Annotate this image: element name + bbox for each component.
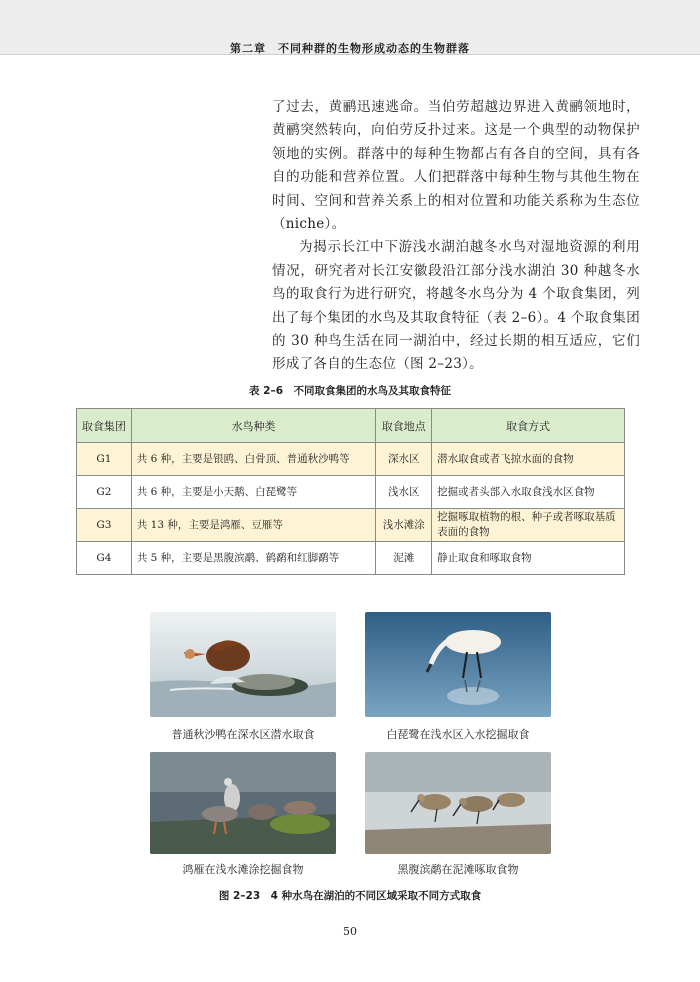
- photo-merganser: [150, 612, 336, 717]
- cell-species: 共 5 种，主要是黑腹滨鹬、鹤鹬和红脚鹬等: [131, 542, 376, 575]
- cell-method: 挖掘或者头部入水取食浅水区食物: [432, 476, 625, 509]
- feeding-guild-table: [76, 408, 625, 575]
- header-guild: 取食集团: [77, 409, 132, 443]
- paragraph-2: 为揭示长江中下游浅水湖泊越冬水鸟对湿地资源的利用情况，研究者对长江安徽段沿江部分浅水湖泊 30 种越冬水鸟的取食行为进行研究，将越冬水鸟分为 4 个取食集团，列出了每个集团的水鸟及其取食特征（表 2–6）。4 个取食集团的 30 种鸟生活在同一湖泊中，经过长期的相互适应，它们形成了各自的生态位（图 2–23）。: [272, 239, 640, 373]
- cell-species: 共 6 种，主要是小天鹅、白琵鹭等: [131, 476, 376, 509]
- cell-guild: G3: [77, 509, 132, 542]
- photo-dunlin: [365, 752, 551, 854]
- cell-place: 浅水区: [376, 476, 432, 509]
- paragraph-1: 了过去，黄鹂迅速逃命。当伯劳超越边界进入黄鹂领地时，黄鹂突然转向，向伯劳反扑过来。这是一个典型的动物保护领地的实例。群落中的每种生物都占有各自的空间，具有各自的功能和营养位置。人们把群落中每种生物与其他生物在时间、空间和营养关系上的相对位置和功能关系称为生态位（niche）。: [272, 99, 640, 233]
- cell-place: 深水区: [376, 443, 432, 476]
- cell-method: 挖掘啄取植物的根、种子或者啄取基质表面的食物: [432, 509, 625, 542]
- photo-caption-4: 黑腹滨鹬在泥滩啄取食物: [397, 863, 519, 876]
- chapter-title: 第二章 不同种群的生物形成动态的生物群落: [230, 42, 470, 55]
- page-header: [0, 0, 700, 55]
- table-row: [77, 443, 625, 476]
- cell-species: 共 6 种，主要是银鸥、白骨顶、普通秋沙鸭等: [131, 443, 376, 476]
- header-place: 取食地点: [376, 409, 432, 443]
- figure-caption: 图 2–23 4 种水鸟在湖泊的不同区域采取不同方式取食: [218, 890, 482, 902]
- photo-spoonbill: [365, 612, 551, 717]
- cell-method: 静止取食和啄取食物: [432, 542, 625, 575]
- table-caption: 表 2–6 不同取食集团的水鸟及其取食特征: [248, 385, 452, 397]
- photo-geese: [150, 752, 336, 854]
- cell-guild: G4: [77, 542, 132, 575]
- table-row: [77, 476, 625, 509]
- page-number: 50: [343, 925, 357, 938]
- photo-caption-2: 白琵鹭在浅水区入水挖掘取食: [386, 728, 530, 741]
- cell-guild: G2: [77, 476, 132, 509]
- cell-method: 潜水取食或者飞掠水面的食物: [432, 443, 625, 476]
- table-header-row: [77, 409, 625, 443]
- body-text: [272, 96, 640, 377]
- header-method: 取食方式: [432, 409, 625, 443]
- table-row: [77, 542, 625, 575]
- cell-place: 泥滩: [376, 542, 432, 575]
- photo-caption-1: 普通秋沙鸭在深水区潜水取食: [171, 728, 315, 741]
- cell-place: 浅水滩涂: [376, 509, 432, 542]
- photo-caption-3: 鸿雁在浅水滩涂挖掘食物: [182, 863, 304, 876]
- table-row: [77, 509, 625, 542]
- cell-guild: G1: [77, 443, 132, 476]
- cell-species: 共 13 种，主要是鸿雁、豆雁等: [131, 509, 376, 542]
- header-species: 水鸟种类: [131, 409, 376, 443]
